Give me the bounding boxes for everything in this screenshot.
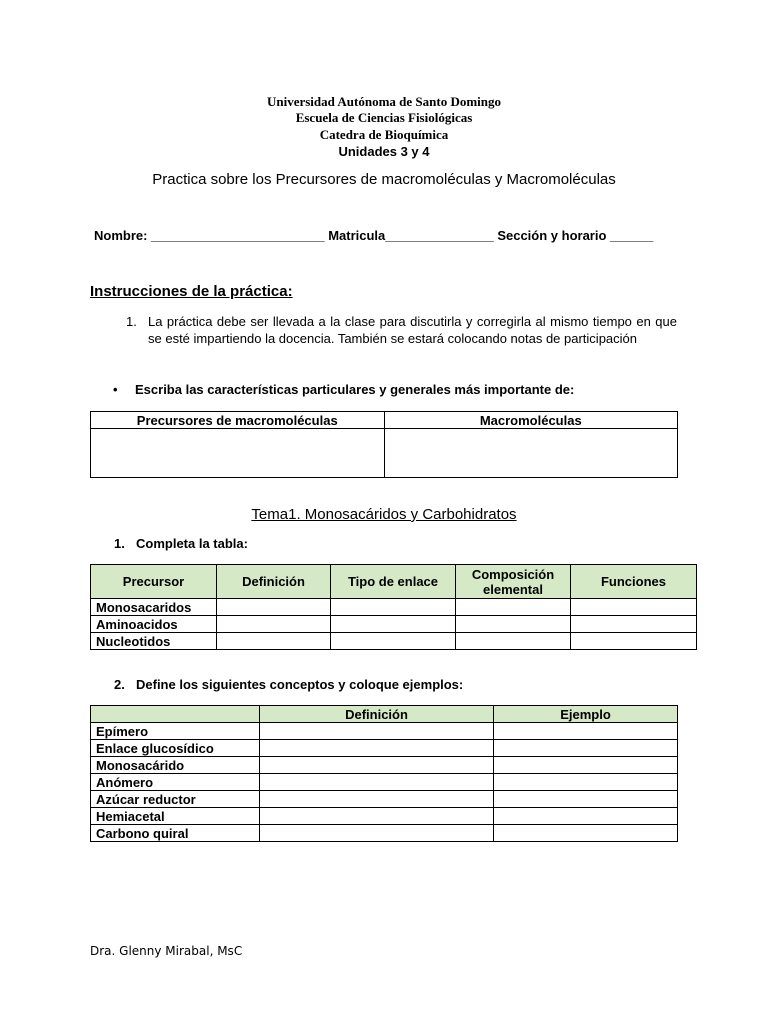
row-label: Enlace glucosídico bbox=[91, 740, 260, 757]
instruction-item bbox=[126, 313, 677, 347]
table-row bbox=[91, 633, 697, 650]
table-row bbox=[91, 599, 697, 616]
table-row bbox=[91, 740, 678, 757]
answer-cell[interactable] bbox=[494, 757, 678, 774]
answer-cell[interactable] bbox=[260, 825, 494, 842]
row-label: Monosacaridos bbox=[91, 599, 217, 616]
answer-cell[interactable] bbox=[494, 723, 678, 740]
table-row bbox=[91, 616, 697, 633]
answer-cell[interactable] bbox=[494, 774, 678, 791]
instructions-heading: Instrucciones de la práctica: bbox=[90, 283, 293, 300]
answer-cell[interactable] bbox=[260, 774, 494, 791]
answer-cell[interactable] bbox=[260, 791, 494, 808]
table-row bbox=[91, 774, 678, 791]
answer-cell[interactable] bbox=[494, 791, 678, 808]
instruction-text: La práctica debe ser llevada a la clase para discutirla y corregirla al mismo tiempo en que se esté impartiendo la docencia. También se estará colocando notas de participación bbox=[148, 314, 677, 346]
precursor-table bbox=[90, 564, 697, 650]
row-label: Aminoacidos bbox=[91, 616, 217, 633]
answer-cell[interactable] bbox=[260, 808, 494, 825]
bullet-icon: • bbox=[113, 382, 118, 397]
answer-cell[interactable] bbox=[456, 599, 571, 616]
table-header: Funciones bbox=[571, 565, 697, 599]
answer-cell[interactable] bbox=[494, 825, 678, 842]
row-label: Nucleotidos bbox=[91, 633, 217, 650]
row-label: Epímero bbox=[91, 723, 260, 740]
answer-cell[interactable] bbox=[571, 633, 697, 650]
question-number: 1. bbox=[114, 536, 125, 551]
answer-cell[interactable] bbox=[260, 740, 494, 757]
row-label: Azúcar reductor bbox=[91, 791, 260, 808]
answer-cell[interactable] bbox=[494, 808, 678, 825]
row-label: Anómero bbox=[91, 774, 260, 791]
row-label: Carbono quiral bbox=[91, 825, 260, 842]
table-row bbox=[91, 791, 678, 808]
row-label: Hemiacetal bbox=[91, 808, 260, 825]
department-name: Catedra de Bioquímica bbox=[319, 127, 449, 142]
row-label: Monosacárido bbox=[91, 757, 260, 774]
table-row bbox=[91, 825, 678, 842]
bullet-text: Escriba las características particulares y generales más importante de: bbox=[135, 382, 575, 397]
table-header bbox=[91, 706, 260, 723]
table-header: Tipo de enlace bbox=[331, 565, 456, 599]
question-text: Completa la tabla: bbox=[136, 536, 248, 551]
table-header: Precursor bbox=[91, 565, 217, 599]
concepts-table bbox=[90, 705, 678, 842]
table-header: Ejemplo bbox=[494, 706, 678, 723]
characteristics-table bbox=[90, 411, 678, 478]
answer-cell[interactable] bbox=[331, 616, 456, 633]
school-name: Escuela de Ciencias Fisiológicas bbox=[295, 110, 473, 125]
answer-cell[interactable] bbox=[217, 599, 331, 616]
answer-cell[interactable] bbox=[331, 633, 456, 650]
university-name: Universidad Autónoma de Santo Domingo bbox=[266, 94, 502, 109]
question-1 bbox=[114, 536, 248, 551]
author-footer: Dra. Glenny Mirabal, MsC bbox=[90, 944, 243, 958]
question-number: 2. bbox=[114, 677, 125, 692]
answer-cell[interactable] bbox=[384, 429, 678, 478]
table-header: Composición elemental bbox=[456, 565, 571, 599]
answer-cell[interactable] bbox=[217, 633, 331, 650]
answer-cell[interactable] bbox=[456, 616, 571, 633]
bullet-instruction bbox=[113, 382, 574, 397]
table-header: Macromoléculas bbox=[384, 412, 678, 429]
table-row bbox=[91, 757, 678, 774]
instruction-number: 1. bbox=[126, 314, 137, 329]
table-header: Definición bbox=[260, 706, 494, 723]
table-header: Precursores de macromoléculas bbox=[91, 412, 385, 429]
page-title: Practica sobre los Precursores de macromoléculas y Macromoléculas bbox=[152, 171, 616, 188]
answer-cell[interactable] bbox=[456, 633, 571, 650]
answer-cell[interactable] bbox=[331, 599, 456, 616]
table-row bbox=[91, 723, 678, 740]
student-fields: Nombre: ________________________ Matricula_______________ Sección y horario ______ bbox=[94, 228, 654, 243]
answer-cell[interactable] bbox=[571, 599, 697, 616]
answer-cell[interactable] bbox=[494, 740, 678, 757]
table-row bbox=[91, 808, 678, 825]
question-text: Define los siguientes conceptos y coloque ejemplos: bbox=[136, 677, 464, 692]
answer-cell[interactable] bbox=[217, 616, 331, 633]
question-2 bbox=[114, 677, 463, 692]
answer-cell[interactable] bbox=[260, 723, 494, 740]
answer-cell[interactable] bbox=[571, 616, 697, 633]
table-header: Definición bbox=[217, 565, 331, 599]
answer-cell[interactable] bbox=[91, 429, 385, 478]
topic-heading: Tema1. Monosacáridos y Carbohidratos bbox=[251, 506, 517, 523]
answer-cell[interactable] bbox=[260, 757, 494, 774]
units-label: Unidades 3 y 4 bbox=[338, 144, 430, 159]
